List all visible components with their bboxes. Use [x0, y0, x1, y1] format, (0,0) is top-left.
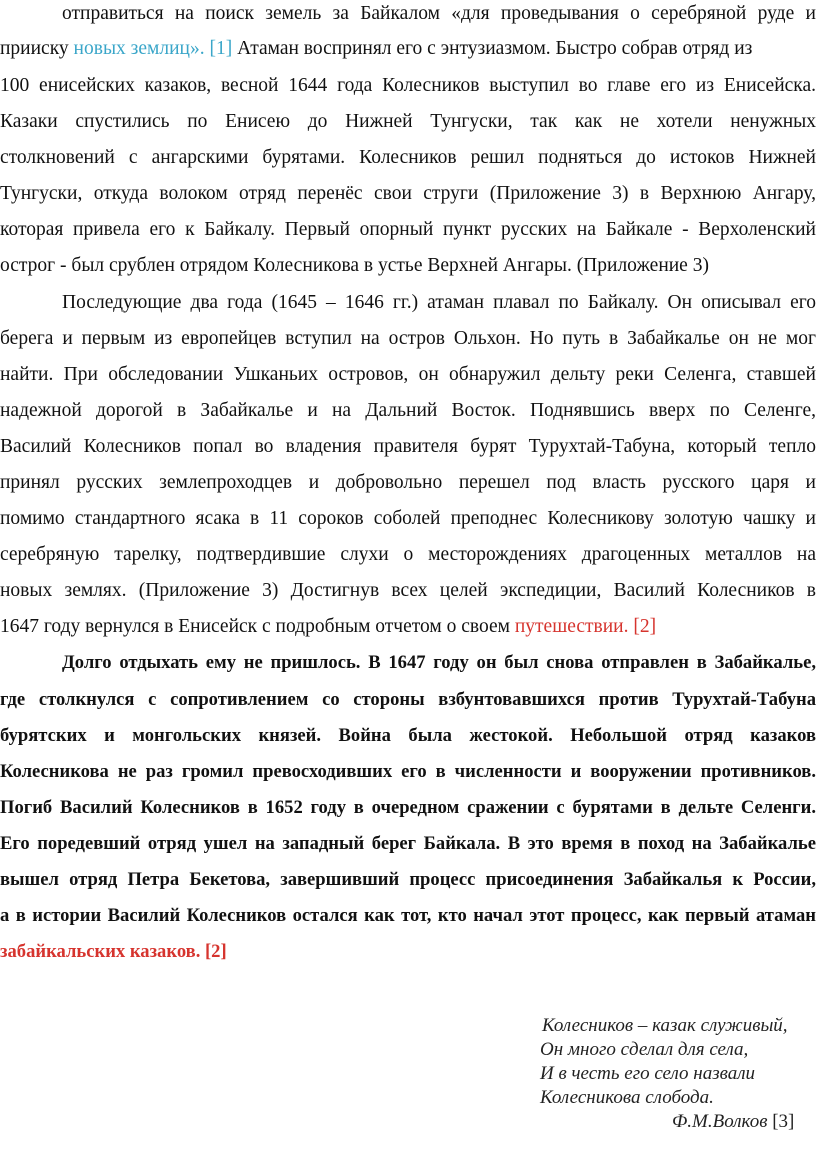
p1-line-7: которая привела его к Байкалу. Первый опорный пункт русских на Байкале - Верхоленский [0, 219, 816, 240]
p1-line-1: отправиться на поиск земель за Байкалом «для проведывания о серебряной руде и [62, 3, 816, 24]
p3-line-2: где столкнулся с сопротивлением со стороны взбунтовавшихся против Турухтай-Табуна [0, 689, 816, 710]
ref-link-2[interactable]: путешествии. [2] [514, 616, 657, 637]
p2-line-8: серебряную тарелку, подтвердившие слухи о месторождениях драгоценных металлов на [0, 544, 816, 565]
p1-line-4: Казаки спустились по Енисею до Нижней Тунгуски, так как не хотели ненужных [0, 111, 816, 132]
p2-line-1: Последующие два года (1645 – 1646 гг.) атаман плавал по Байкалу. Он описывал его [62, 292, 816, 313]
p2-line-5: Василий Колесников попал во владения правителя бурят Турухтай-Табуна, который тепло [0, 436, 816, 457]
p1-line-2-start: прииску [0, 38, 69, 59]
p2-line-7: помимо стандартного ясака в 11 сороков соболей преподнес Колесникову золотую чашку и [0, 508, 816, 529]
p3-line-3: бурятских и монгольских князей. Война была жестокой. Небольшой отряд казаков [0, 725, 816, 746]
poem-line-2: Он много сделал для села, [540, 1039, 749, 1060]
p2-line-10-start: 1647 году вернулся в Енисейск с подробным отчетом о своем [0, 616, 510, 637]
p1-line-6: Тунгуски, откуда волоком отряд перенёс свои струги (Приложение 3) в Верхнюю Ангару, [0, 183, 816, 204]
p3-line-1: Долго отдыхать ему не пришлось. В 1647 году он был снова отправлен в Забайкалье, [62, 652, 816, 673]
poem-author: Ф.М.Волков [672, 1111, 768, 1132]
poem-ref: [3] [772, 1111, 795, 1132]
p1-line-3: 100 енисейских казаков, весной 1644 года Колесников выступил во главе его из Енисейска. [0, 75, 816, 96]
p2-line-10 [0, 615, 816, 639]
poem-author-line [672, 1111, 794, 1133]
ref-link-1[interactable]: новых землиц». [1] [73, 38, 233, 59]
p3-line-6: Его поредевший отряд ушел на западный берег Байкала. В это время в поход на Забайкалье [0, 833, 816, 854]
p3-line-9 [0, 940, 816, 964]
ref-link-3[interactable]: забайкальских казаков. [2] [0, 941, 227, 962]
p1-line-5: столкновений с ангарскими бурятами. Колесников решил подняться до истоков Нижней [0, 147, 816, 168]
p2-line-6: принял русских землепроходцев и добровольно перешел под власть русского царя и [0, 472, 816, 493]
p2-line-4: надежной дорогой в Забайкалье и на Дальний Восток. Поднявшись вверх по Селенге, [0, 400, 816, 421]
p1-line-2-end: Атаман воспринял его с энтузиазмом. Быстро собрав отряд из [237, 38, 753, 59]
p3-line-8: а в истории Василий Колесников остался как тот, кто начал этот процесс, как первый атаман [0, 905, 816, 926]
p3-line-7: вышел отряд Петра Бекетова, завершивший процесс присоединения Забайкалья к России, [0, 869, 816, 890]
poem-line-3: И в честь его село назвали [540, 1063, 756, 1084]
p3-line-5: Погиб Василий Колесников в 1652 году в очередном сражении с бурятами в дельте Селенги. [0, 797, 816, 818]
p3-line-4: Колесникова не раз громил превосходивших его в численности и вооружении противников. [0, 761, 816, 782]
p1-line-8: острог - был срублен отрядом Колесникова в устье Верхней Ангары. (Приложение 3) [0, 255, 709, 276]
p2-line-3: найти. При обследовании Ушканьих островов, он обнаружил дельту реки Селенга, ставшей [0, 364, 816, 385]
p2-line-2: берега и первым из европейцев вступил на остров Ольхон. Но путь в Забайкалье он не мог [0, 328, 816, 349]
poem-line-1: Колесников – казак служивый, [542, 1015, 788, 1036]
p2-line-9: новых землях. (Приложение 3) Достигнув всех целей экспедиции, Василий Колесников в [0, 580, 816, 601]
p1-line-2 [0, 37, 816, 61]
poem-line-4: Колесникова слобода. [540, 1087, 714, 1108]
